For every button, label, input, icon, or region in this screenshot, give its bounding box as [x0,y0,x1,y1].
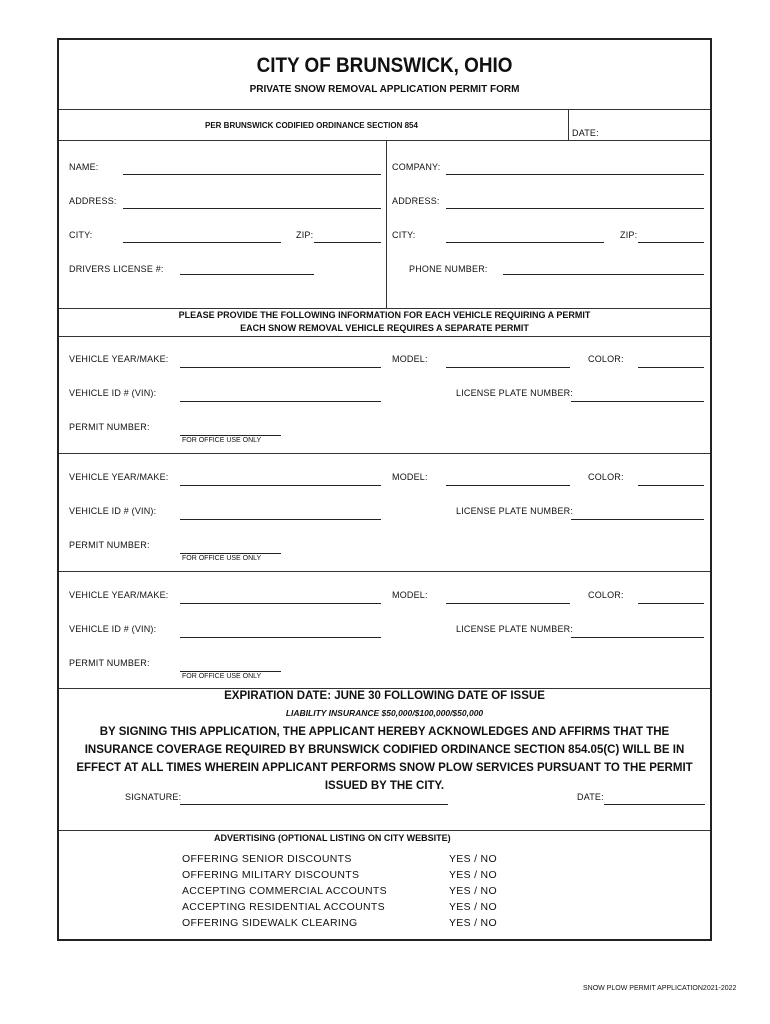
vehicle-plate-label: LICENSE PLATE NUMBER: [456,624,574,634]
drivers-license-label: DRIVERS LICENSE #: [69,264,164,274]
page-title: CITY OF BRUNSWICK, OHIO [256,54,513,77]
advertising-choice[interactable]: YES / NO [449,869,497,881]
vehicle-year-make-label: VEHICLE YEAR/MAKE: [69,590,169,600]
permit-form [57,38,712,941]
vehicle-model-field[interactable] [446,485,570,486]
vehicle-vin-label: VEHICLE ID # (VIN): [69,388,157,398]
office-use-note: FOR OFFICE USE ONLY [182,673,262,680]
divider [59,109,710,110]
permit-number-label: PERMIT NUMBER: [69,540,150,550]
vehicle-color-label: COLOR: [588,472,624,482]
permit-number-field [180,435,281,436]
vehicle-year-make-field[interactable] [180,603,381,604]
divider [568,109,569,140]
drivers-license-field[interactable] [180,274,314,275]
divider [59,688,710,689]
divider [59,571,710,572]
divider [59,140,710,141]
divider [59,336,710,337]
header-date-label: DATE: [572,128,599,138]
vehicle-model-label: MODEL: [392,354,428,364]
company-address-label: ADDRESS: [392,196,440,206]
divider [59,830,710,831]
vehicle-year-make-field[interactable] [180,367,381,368]
vehicle-plate-label: LICENSE PLATE NUMBER: [456,506,574,516]
vehicle-model-label: MODEL: [392,590,428,600]
vehicle-year-make-label: VEHICLE YEAR/MAKE: [69,354,169,364]
advertising-choice[interactable]: YES / NO [449,885,497,897]
vehicle-plate-field[interactable] [571,401,704,402]
vehicle-color-field[interactable] [638,485,704,486]
vehicle-year-make-label: VEHICLE YEAR/MAKE: [69,472,169,482]
name-label: NAME: [69,162,99,172]
vehicle-vin-field[interactable] [180,637,381,638]
phone-field[interactable] [503,274,704,275]
advertising-item-military-discounts: OFFERING MILITARY DISCOUNTS [182,869,360,881]
advertising-choice[interactable]: YES / NO [449,853,497,865]
zip-label: ZIP: [296,230,314,240]
expiration-date: EXPIRATION DATE: JUNE 30 FOLLOWING DATE OF ISSUE [224,690,545,702]
vehicle-model-field[interactable] [446,367,570,368]
office-use-note: FOR OFFICE USE ONLY [182,437,262,444]
form-subtitle: PRIVATE SNOW REMOVAL APPLICATION PERMIT FORM [249,84,520,95]
vehicle-instructions-line1: PLEASE PROVIDE THE FOLLOWING INFORMATION FOR EACH VEHICLE REQUIRING A PERMIT [178,310,591,320]
signature-label: SIGNATURE: [125,792,182,802]
address-field[interactable] [123,208,381,209]
page-footer: SNOW PLOW PERMIT APPLICATION2021-2022 [583,985,737,992]
company-label: COMPANY: [392,162,441,172]
company-field[interactable] [446,174,704,175]
vehicle-model-label: MODEL: [392,472,428,482]
company-address-field[interactable] [446,208,704,209]
vehicle-vin-field[interactable] [180,401,381,402]
permit-number-field [180,553,281,554]
ordinance-note: PER BRUNSWICK CODIFIED ORDINANCE SECTION 854 [205,121,418,130]
vehicle-vin-field[interactable] [180,519,381,520]
company-city-field[interactable] [446,242,604,243]
vehicle-plate-field[interactable] [571,637,704,638]
city-label: CITY: [69,230,93,240]
phone-label: PHONE NUMBER: [409,264,488,274]
vehicle-plate-label: LICENSE PLATE NUMBER: [456,388,574,398]
company-city-label: CITY: [392,230,416,240]
liability-insurance: LIABILITY INSURANCE $50,000/$100,000/$50,000 [285,708,484,718]
advertising-choice[interactable]: YES / NO [449,901,497,913]
company-zip-label: ZIP: [620,230,638,240]
advertising-choice[interactable]: YES / NO [449,917,497,929]
vehicle-year-make-field[interactable] [180,485,381,486]
vehicle-vin-label: VEHICLE ID # (VIN): [69,624,157,634]
advertising-item-residential-accounts: ACCEPTING RESIDENTIAL ACCOUNTS [182,901,385,913]
name-field[interactable] [123,174,381,175]
address-label: ADDRESS: [69,196,117,206]
vehicle-plate-field[interactable] [571,519,704,520]
signature-field[interactable] [180,804,448,805]
permit-number-label: PERMIT NUMBER: [69,658,150,668]
advertising-item-commercial-accounts: ACCEPTING COMMERCIAL ACCOUNTS [182,885,387,897]
vehicle-color-label: COLOR: [588,354,624,364]
divider [59,308,710,309]
vehicle-vin-label: VEHICLE ID # (VIN): [69,506,157,516]
zip-field[interactable] [314,242,381,243]
vehicle-color-field[interactable] [638,603,704,604]
vehicle-model-field[interactable] [446,603,570,604]
vehicle-color-label: COLOR: [588,590,624,600]
city-field[interactable] [123,242,281,243]
permit-number-field [180,671,281,672]
advertising-item-sidewalk-clearing: OFFERING SIDEWALK CLEARING [182,917,358,929]
signature-date-label: DATE: [577,792,604,802]
advertising-item-senior-discounts: OFFERING SENIOR DISCOUNTS [182,853,352,865]
advertising-heading: ADVERTISING (OPTIONAL LISTING ON CITY WEBSITE) [214,833,451,843]
permit-number-label: PERMIT NUMBER: [69,422,150,432]
vehicle-instructions-line2: EACH SNOW REMOVAL VEHICLE REQUIRES A SEPARATE PERMIT [240,323,529,333]
column-divider [386,140,387,308]
divider [59,453,710,454]
signature-date-field[interactable] [604,804,705,805]
agreement-text: BY SIGNING THIS APPLICATION, THE APPLICANT HEREBY ACKNOWLEDGES AND AFFIRMS THAT THE INSURANCE COVERAGE REQUIRED BY BRUNSWICK CODIFIED ORDINANCE SECTION 854.05(C) WILL BE IN EFFECT AT ALL TIMES WHEREIN APPLICANT PERFORMS SNOW PLOW SERVICES PURSUANT TO THE PERMIT ISSUED BY THE CITY. [76,726,693,792]
company-zip-field[interactable] [638,242,704,243]
vehicle-color-field[interactable] [638,367,704,368]
office-use-note: FOR OFFICE USE ONLY [182,555,262,562]
